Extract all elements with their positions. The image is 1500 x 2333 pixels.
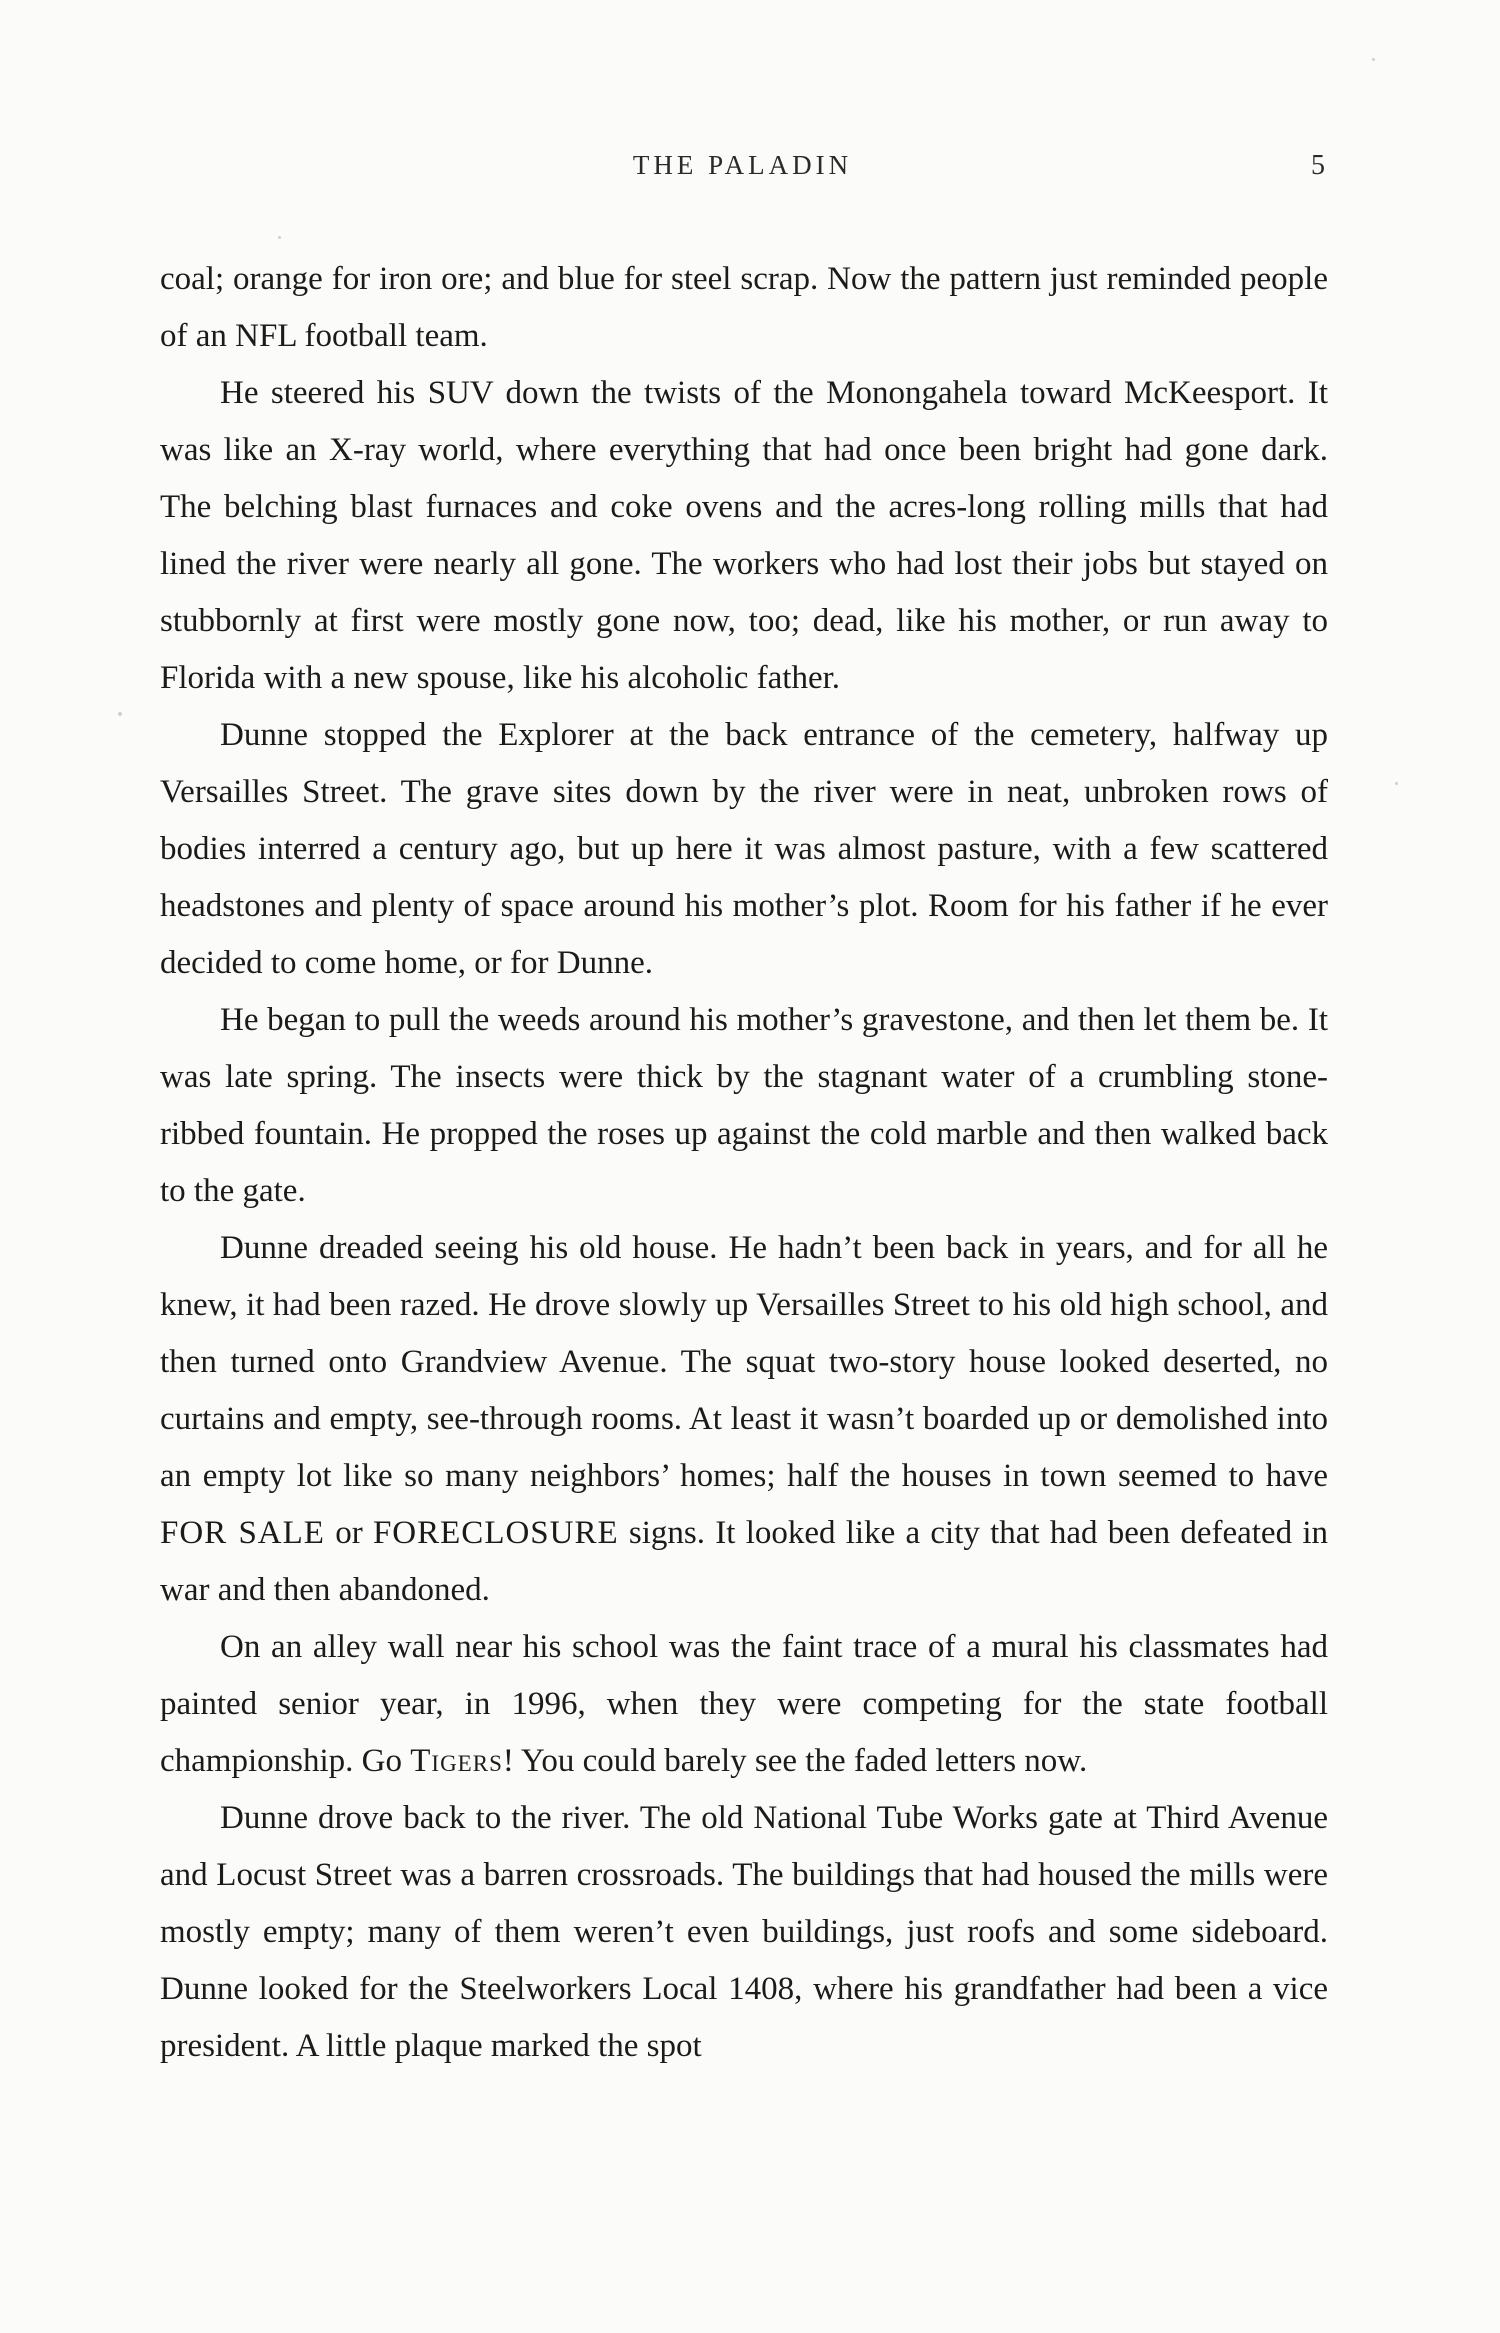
running-title: THE PALADIN xyxy=(632,150,853,180)
sign-for-sale: FOR SALE xyxy=(160,1515,325,1551)
paragraph-6 xyxy=(160,1619,1328,1790)
paragraph-5 xyxy=(160,1220,1328,1619)
paragraph-5-text-after: signs. It looked like a city that had been defeated in war and then abandoned. xyxy=(160,1515,1328,1608)
sign-foreclosure: FORECLOSURE xyxy=(372,1515,619,1551)
paragraph-6-text-after: ! You could barely see the faded letters now. xyxy=(502,1743,1088,1779)
paragraph-5-text-before: Dunne dreaded seeing his old house. He hadn’t been back in years, and for all he knew, it had been razed. He drove slowly up Versailles Street to his old high school, and then turned onto Grandview Avenue. The squat two-story house looked deserted, no curtains and empty, see-through rooms. At least it wasn’t boarded up or demolished into an empty lot like so many neighbors’ homes; half the houses in town seemed to have xyxy=(160,1230,1328,1494)
running-head xyxy=(160,150,1325,190)
paper-speck xyxy=(1395,782,1398,785)
paragraph-6-text-before: On an alley wall near his school was the faint trace of a mural his classmates had painted senior year, in 1996, when they were competing for the state football championship. xyxy=(160,1629,1328,1779)
slogan-go: Go xyxy=(361,1743,402,1779)
paper-speck xyxy=(1372,58,1375,61)
paper-speck xyxy=(278,236,281,239)
slogan-tigers: Tigers xyxy=(410,1743,503,1779)
body-text xyxy=(160,251,1328,2075)
paragraph-7: Dunne drove back to the river. The old National Tube Works gate at Third Avenue and Locust Street was a barren crossroads. The buildings that had housed the mills were mostly empty; many of them weren’t even buildings, just roofs and some sideboard. Dunne looked for the Steelworkers Local 1408, where his grandfather had been a vice president. A little plaque marked the spot xyxy=(160,1800,1328,2064)
paragraph-1: coal; orange for iron ore; and blue for steel scrap. Now the pattern just reminded people of an NFL football team. xyxy=(160,261,1328,354)
paper-speck xyxy=(118,712,122,716)
paragraph-3: Dunne stopped the Explorer at the back entrance of the cemetery, halfway up Versailles Street. The grave sites down by the river were in neat, unbroken rows of bodies interred a century ago, but up here it was almost pasture, with a few scattered headstones and plenty of space around his mother’s plot. Room for his father if he ever decided to come home, or for Dunne. xyxy=(160,717,1328,981)
paragraph-6-space xyxy=(402,1743,410,1779)
paragraph-2: He steered his SUV down the twists of the Monongahela toward McKeesport. It was like an X-ray world, where everything that had once been bright had gone dark. The belching blast furnaces and coke ovens and the acres-long rolling mills that had lined the river were nearly all gone. The workers who had lost their jobs but stayed on stubbornly at first were mostly gone now, too; dead, like his mother, or run away to Florida with a new spouse, like his alcoholic father. xyxy=(160,375,1328,696)
page-number: 5 xyxy=(1311,150,1325,181)
paragraph-4: He began to pull the weeds around his mother’s gravestone, and then let them be. It was late spring. The insects were thick by the stagnant water of a crumbling stone-ribbed fountain. He propped the roses up against the cold marble and then walked back to the gate. xyxy=(160,1002,1328,1209)
paragraph-5-text-or: or xyxy=(324,1515,373,1551)
